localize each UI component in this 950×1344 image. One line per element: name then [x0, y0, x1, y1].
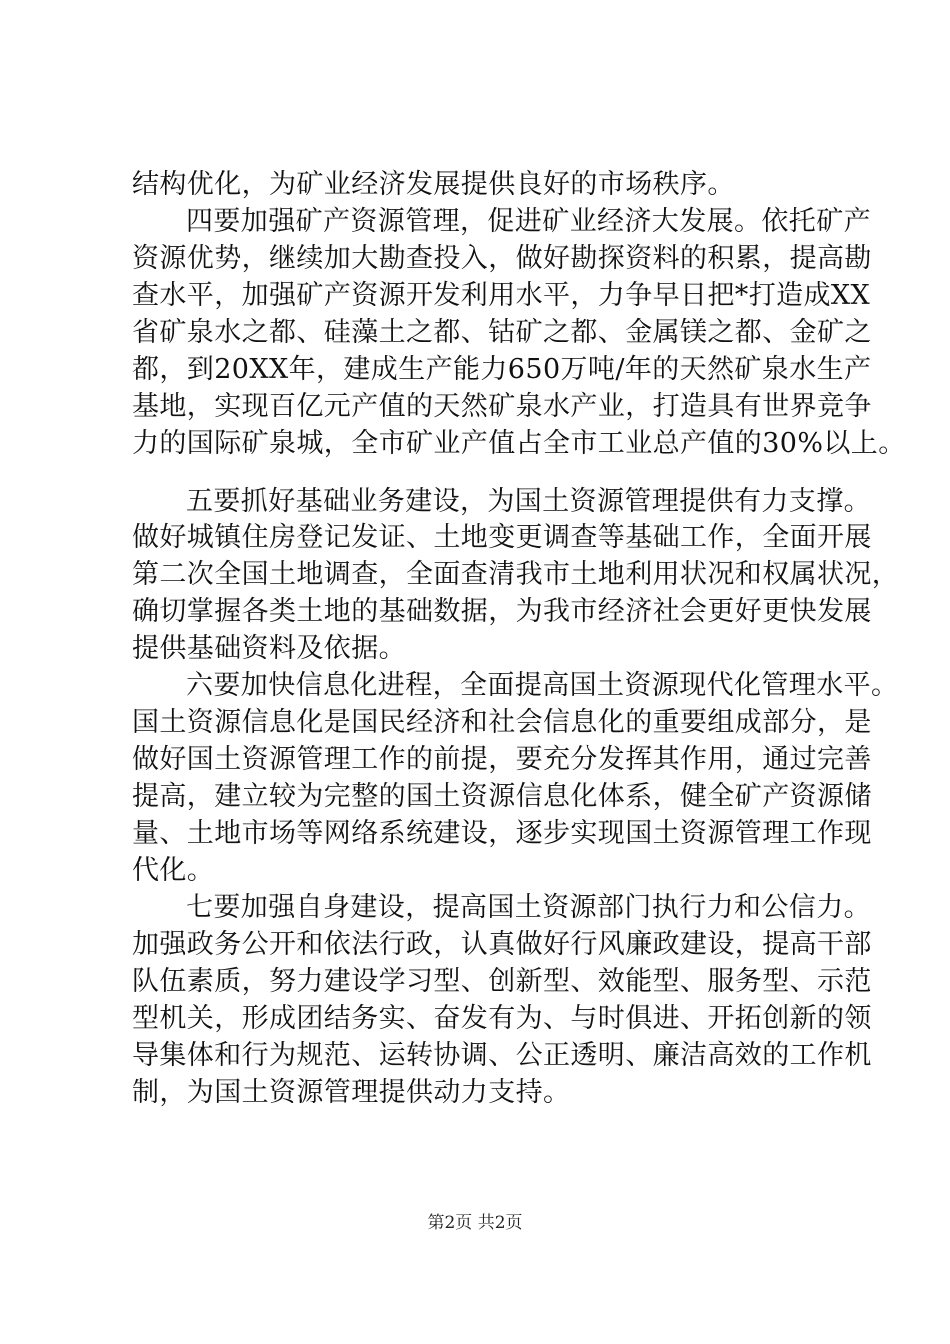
paragraph-line: 都，到20XX年，建成生产能力650万吨/年的天然矿泉水生产: [132, 354, 872, 385]
paragraph-line: 确切掌握各类土地的基础数据，为我市经济社会更好更快发展: [132, 596, 872, 627]
paragraph-line: 队伍素质，努力建设学习型、创新型、效能型、服务型、示范: [132, 966, 872, 997]
paragraph-line: 导集体和行为规范、运转协调、公正透明、廉洁高效的工作机: [132, 1040, 872, 1071]
paragraph-line: 做好城镇住房登记发证、土地变更调查等基础工作，全面开展: [132, 522, 872, 553]
paragraph-line: 资源优势，继续加大勘查投入，做好勘探资料的积累，提高勘: [132, 243, 872, 274]
page-number-footer: 第2页 共2页: [427, 1213, 523, 1233]
paragraph-line: 结构优化，为矿业经济发展提供良好的市场秩序。: [132, 169, 735, 200]
paragraph-line: 型机关，形成团结务实、奋发有为、与时俱进、开拓创新的领: [132, 1003, 872, 1034]
paragraph-line: 制，为国土资源管理提供动力支持。: [132, 1077, 571, 1108]
paragraph-line: 省矿泉水之都、硅藻土之都、钴矿之都、金属镁之都、金矿之: [132, 317, 872, 348]
paragraph-line: 七要加强自身建设，提高国土资源部门执行力和公信力。: [186, 892, 871, 923]
paragraph-line: 第二次全国土地调查，全面查清我市土地利用状况和权属状况，: [132, 559, 900, 590]
paragraph-line: 提供基础资料及依据。: [132, 633, 406, 664]
paragraph-line: 六要加快信息化进程，全面提高国土资源现代化管理水平。: [186, 670, 899, 701]
paragraph-line: 力的国际矿泉城，全市矿业产值占全市工业总产值的30%以上。: [132, 428, 906, 459]
paragraph-line: 量、土地市场等网络系统建设，逐步实现国土资源管理工作现: [132, 818, 872, 849]
paragraph-line: 代化。: [132, 855, 215, 886]
paragraph-line: 国土资源信息化是国民经济和社会信息化的重要组成部分，是: [132, 707, 872, 738]
paragraph-line: 五要抓好基础业务建设，为国土资源管理提供有力支撑。: [186, 486, 871, 517]
paragraph-line: 四要加强矿产资源管理，促进矿业经济大发展。依托矿产: [186, 206, 871, 237]
paragraph-line: 查水平，加强矿产资源开发利用水平，力争早日把*打造成XX: [132, 280, 871, 311]
paragraph-line: 基地，实现百亿元产值的天然矿泉水产业，打造具有世界竞争: [132, 391, 872, 422]
paragraph-line: 加强政务公开和依法行政，认真做好行风廉政建设，提高干部: [132, 929, 872, 960]
paragraph-line: 提高，建立较为完整的国土资源信息化体系，健全矿产资源储: [132, 781, 872, 812]
paragraph-line: 做好国土资源管理工作的前提，要充分发挥其作用，通过完善: [132, 744, 872, 775]
